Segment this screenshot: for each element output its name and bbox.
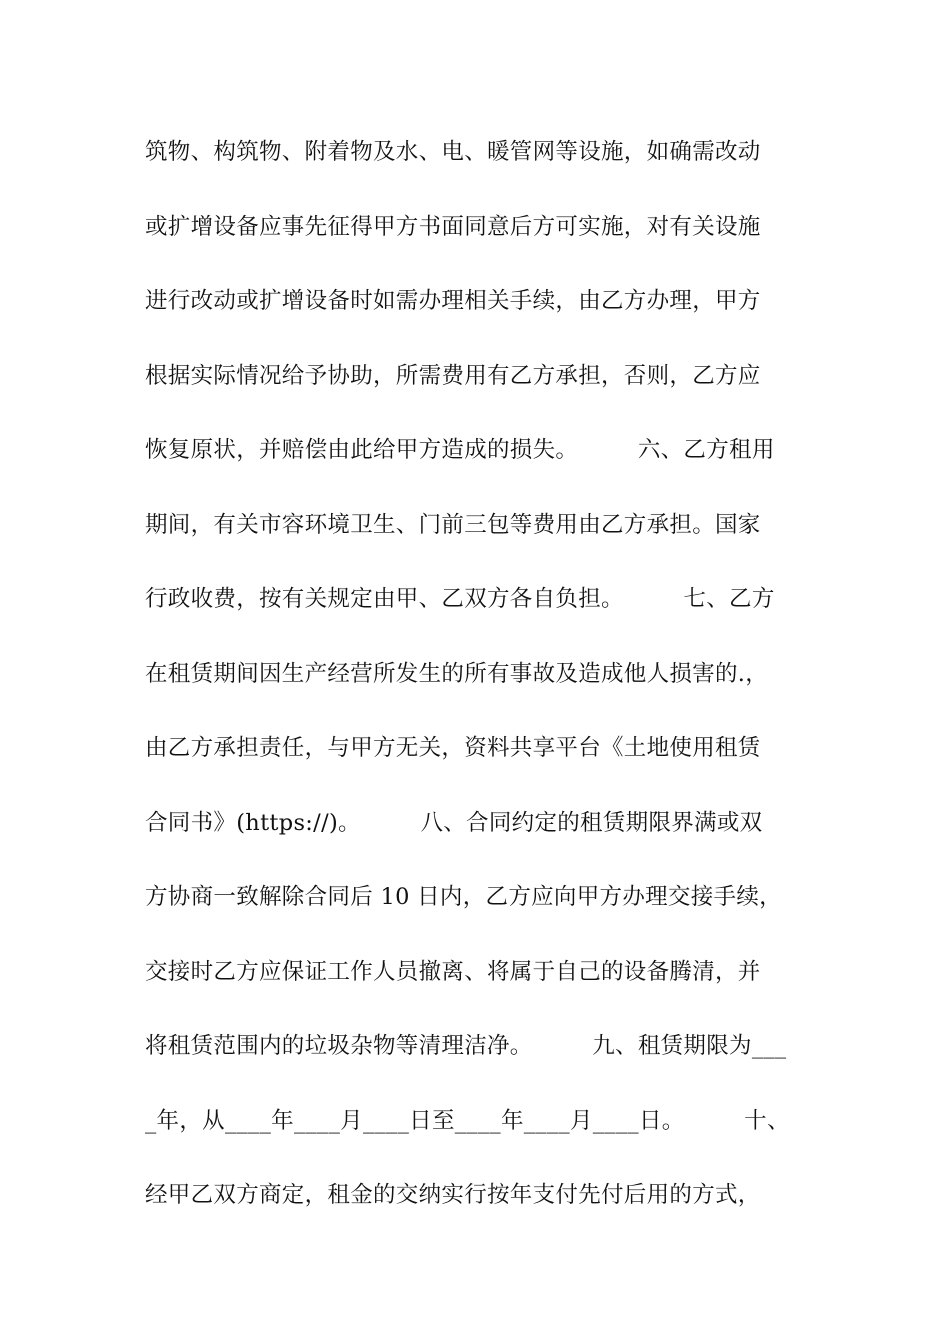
text-line: 期间，有关市容环境卫生、门前三包等费用由乙方承担。国家 [145,511,761,538]
text-line: 恢复原状，并赔偿由此给甲方造成的损失。 六、乙方租用 [145,437,775,463]
text-line: 将租赁范围内的垃圾杂物等清理洁净。 九、租赁期限为___ [145,1033,787,1059]
text-line: 筑物、构筑物、附着物及水、电、暖管网等设施，如确需改动 [145,139,761,165]
text-line: 或扩增设备应事先征得甲方书面同意后方可实施，对有关设施 [145,213,761,240]
text-line: 进行改动或扩增设备时如需办理相关手续，由乙方办理，甲方 [145,288,761,314]
text-line: 合同书》(https://)。 八、合同约定的租赁期限界满或双 [145,809,763,836]
text-line: 根据实际情况给予协助，所需费用有乙方承担，否则，乙方应 [145,362,761,389]
text-line: 在租赁期间因生产经营所发生的所有事故及造成他人损害的.， [145,660,769,687]
text-line: 方协商一致解除合同后 10 日内，乙方应向甲方办理交接手续， [145,884,782,910]
contract-body-text [145,130,810,1248]
text-line: 经甲乙双方商定，租金的交纳实行按年支付先付后用的方式， [145,1182,761,1208]
text-line: 交接时乙方应保证工作人员撤离、将属于自己的设备腾清，并 [145,958,761,985]
text-line: _年，从____年____月____日至____年____月____日。 十、 [145,1107,790,1134]
text-line: 由乙方承担责任，与甲方无关，资料共享平台《土地使用租赁 [145,735,761,761]
text-line: 行政收费，按有关规定由甲、乙双方各自负担。 七、乙方 [145,586,775,612]
